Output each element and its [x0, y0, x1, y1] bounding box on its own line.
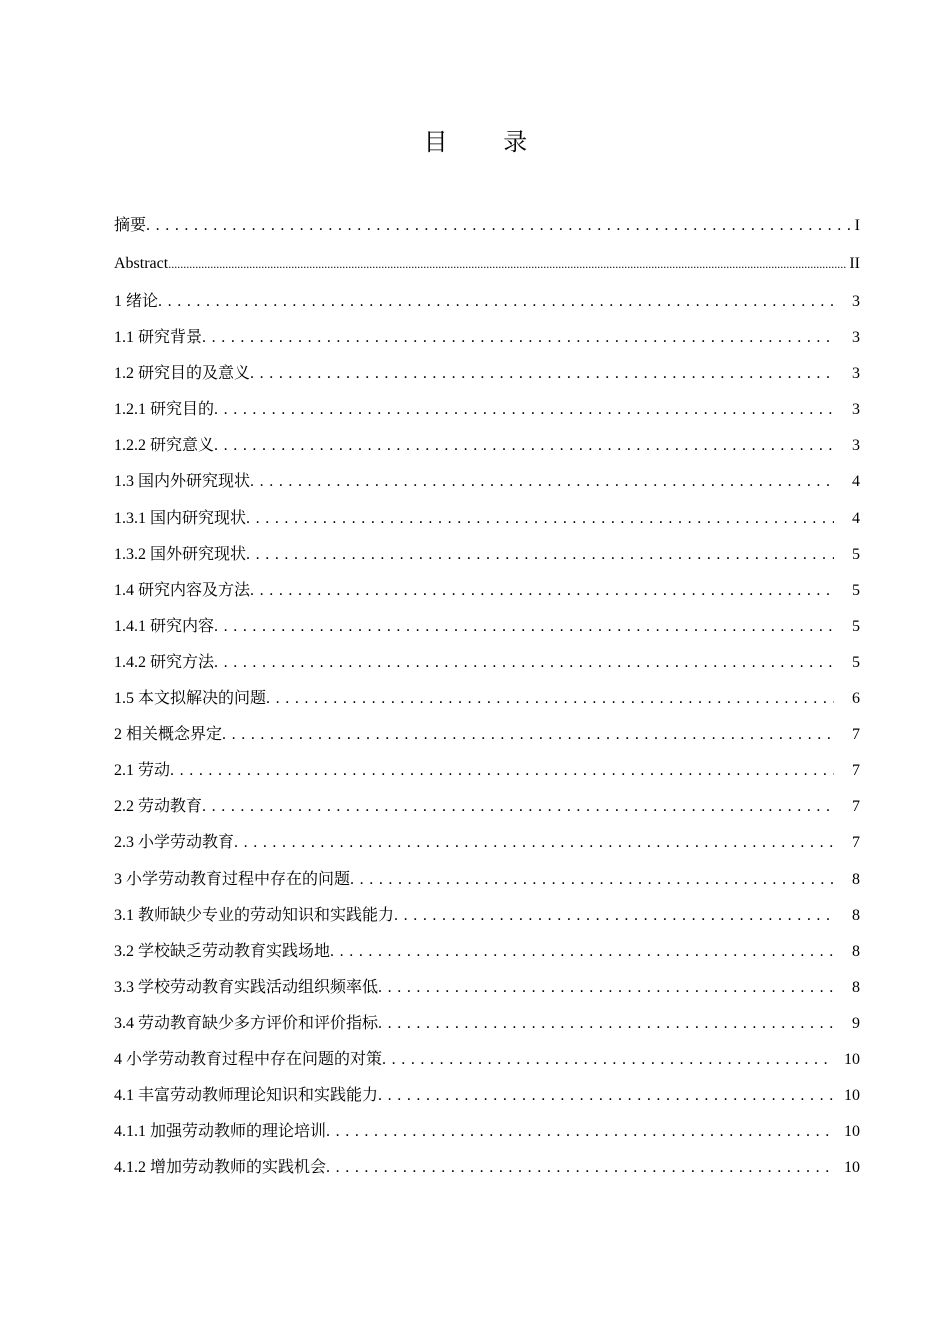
toc-entry-label: 2 相关概念界定: [114, 726, 223, 744]
toc-entry-page: 8: [852, 906, 860, 924]
dot-leader: [214, 392, 834, 428]
toc-entry[interactable]: [114, 356, 860, 392]
toc-entry-label: 1.4 研究内容及方法: [114, 581, 251, 599]
dot-leader: [250, 464, 834, 500]
toc-entry-label: 4.1.2 增加劳动教师的实践机会: [114, 1159, 327, 1177]
dot-leader: [214, 609, 834, 645]
toc-entry-page: 4: [852, 473, 860, 491]
toc-entry-label: 3.3 学校劳动教育实践活动组织频率低: [114, 978, 379, 996]
toc-entry-page: 8: [852, 942, 860, 960]
toc-entry-page: 5: [852, 653, 860, 671]
toc-entry[interactable]: [114, 464, 860, 500]
dot-leader: [326, 1150, 834, 1186]
toc-entry-label: 1.1 研究背景: [114, 329, 203, 347]
dot-leader: [378, 1006, 834, 1042]
toc-entry-label: 1 绪论: [114, 293, 159, 310]
toc-entry[interactable]: [114, 1042, 860, 1078]
dot-leader: [234, 825, 834, 861]
toc-entry-label: 1.5 本文拟解决的问题: [114, 690, 267, 708]
toc-entry-page: 3: [852, 329, 860, 347]
toc-entry-page: I: [854, 217, 860, 234]
toc-entry[interactable]: [114, 501, 860, 537]
toc-entry-page: II: [849, 255, 860, 272]
dot-leader: [266, 681, 834, 717]
toc-entry[interactable]: [114, 970, 860, 1006]
dot-leader: [202, 320, 834, 356]
toc-entry[interactable]: [114, 609, 860, 645]
dot-leader: [378, 970, 834, 1006]
toc-entry-page: 8: [852, 870, 860, 888]
toc-entry-label: 3 小学劳动教育过程中存在的问题: [114, 870, 351, 888]
dot-leader: [214, 645, 834, 681]
dot-leader: [330, 934, 834, 970]
toc-entry[interactable]: [114, 753, 860, 789]
toc-entry[interactable]: [114, 862, 860, 898]
toc-entry[interactable]: [114, 208, 860, 246]
toc-entry-page: 10: [844, 1087, 860, 1105]
toc-entry-label: 1.2.2 研究意义: [114, 437, 215, 455]
toc-entry-label: 4.1 丰富劳动教师理论知识和实践能力: [114, 1087, 379, 1105]
toc-entry[interactable]: [114, 717, 860, 753]
toc-entry-page: 10: [844, 1050, 860, 1068]
toc-entry-label: 2.3 小学劳动教育: [114, 834, 235, 852]
table-of-contents: [114, 208, 860, 1186]
toc-entry-label: 4.1.1 加强劳动教师的理论培训: [114, 1123, 327, 1141]
dot-leader: [250, 573, 834, 609]
dot-leader: [350, 862, 834, 898]
toc-entry[interactable]: [114, 898, 860, 934]
toc-entry-label: 1.4.2 研究方法: [114, 653, 215, 671]
dot-leader: [250, 356, 834, 392]
toc-entry[interactable]: [114, 284, 860, 320]
dot-leader: [214, 428, 834, 464]
toc-entry-label: 摘要: [114, 217, 147, 234]
toc-entry-label: 1.3.1 国内研究现状: [114, 509, 247, 527]
toc-entry-page: 3: [852, 401, 860, 419]
toc-entry-label: 1.2.1 研究目的: [114, 401, 215, 419]
toc-entry-label: 4 小学劳动教育过程中存在问题的对策: [114, 1050, 383, 1068]
toc-entry-page: 4: [852, 509, 860, 527]
dot-leader: [146, 208, 853, 244]
toc-entry-label: 1.3.2 国外研究现状: [114, 545, 247, 563]
dot-leader: [394, 898, 834, 934]
dot-leader: [246, 501, 834, 537]
toc-entry[interactable]: [114, 537, 860, 573]
toc-entry-page: 7: [852, 834, 860, 852]
toc-entry-label: 1.3 国内外研究现状: [114, 473, 251, 491]
toc-entry-label: 3.1 教师缺少专业的劳动知识和实践能力: [114, 906, 395, 924]
toc-entry[interactable]: [114, 681, 860, 717]
toc-entry-label: 1.2 研究目的及意义: [114, 365, 251, 383]
toc-entry[interactable]: [114, 1150, 860, 1186]
dot-leader: [246, 537, 834, 573]
toc-entry-page: 9: [852, 1014, 860, 1032]
toc-entry-page: 7: [852, 762, 860, 780]
toc-entry-page: 7: [852, 798, 860, 816]
toc-entry[interactable]: [114, 428, 860, 464]
toc-entry-page: 10: [844, 1123, 860, 1141]
toc-entry[interactable]: [114, 392, 860, 428]
toc-entry-label: 3.4 劳动教育缺少多方评价和评价指标: [114, 1014, 379, 1032]
dot-leader: [222, 717, 834, 753]
toc-entry[interactable]: [114, 1078, 860, 1114]
toc-entry-page: 8: [852, 978, 860, 996]
toc-entry-label: Abstract: [114, 255, 169, 272]
toc-entry-page: 5: [852, 581, 860, 599]
toc-entry[interactable]: [114, 246, 860, 284]
toc-entry[interactable]: [114, 825, 860, 861]
toc-entry-page: 5: [852, 545, 860, 563]
toc-entry-label: 3.2 学校缺乏劳动教育实践场地: [114, 942, 331, 960]
toc-entry-page: 5: [852, 617, 860, 635]
toc-entry[interactable]: [114, 1114, 860, 1150]
dot-leader: [202, 789, 834, 825]
toc-entry[interactable]: [114, 645, 860, 681]
toc-entry-page: 10: [844, 1159, 860, 1177]
dot-leader: [158, 284, 834, 320]
toc-entry[interactable]: [114, 573, 860, 609]
dot-leader: [170, 753, 834, 789]
dot-leader: [382, 1042, 834, 1078]
toc-entry-page: 3: [852, 365, 860, 383]
toc-entry-label: 2.1 劳动: [114, 762, 171, 780]
dot-leader: [168, 246, 847, 282]
toc-title: 目 录: [423, 128, 552, 156]
toc-entry-page: 3: [852, 293, 860, 310]
toc-entry-page: 7: [852, 726, 860, 744]
toc-entry[interactable]: [114, 789, 860, 825]
dot-leader: [326, 1114, 834, 1150]
toc-entry-label: 1.4.1 研究内容: [114, 617, 215, 635]
toc-entry[interactable]: [114, 934, 860, 970]
dot-leader: [378, 1078, 834, 1114]
toc-entry[interactable]: [114, 1006, 860, 1042]
toc-entry-page: 6: [852, 690, 860, 708]
toc-entry[interactable]: [114, 320, 860, 356]
toc-entry-page: 3: [852, 437, 860, 455]
toc-entry-label: 2.2 劳动教育: [114, 798, 203, 816]
